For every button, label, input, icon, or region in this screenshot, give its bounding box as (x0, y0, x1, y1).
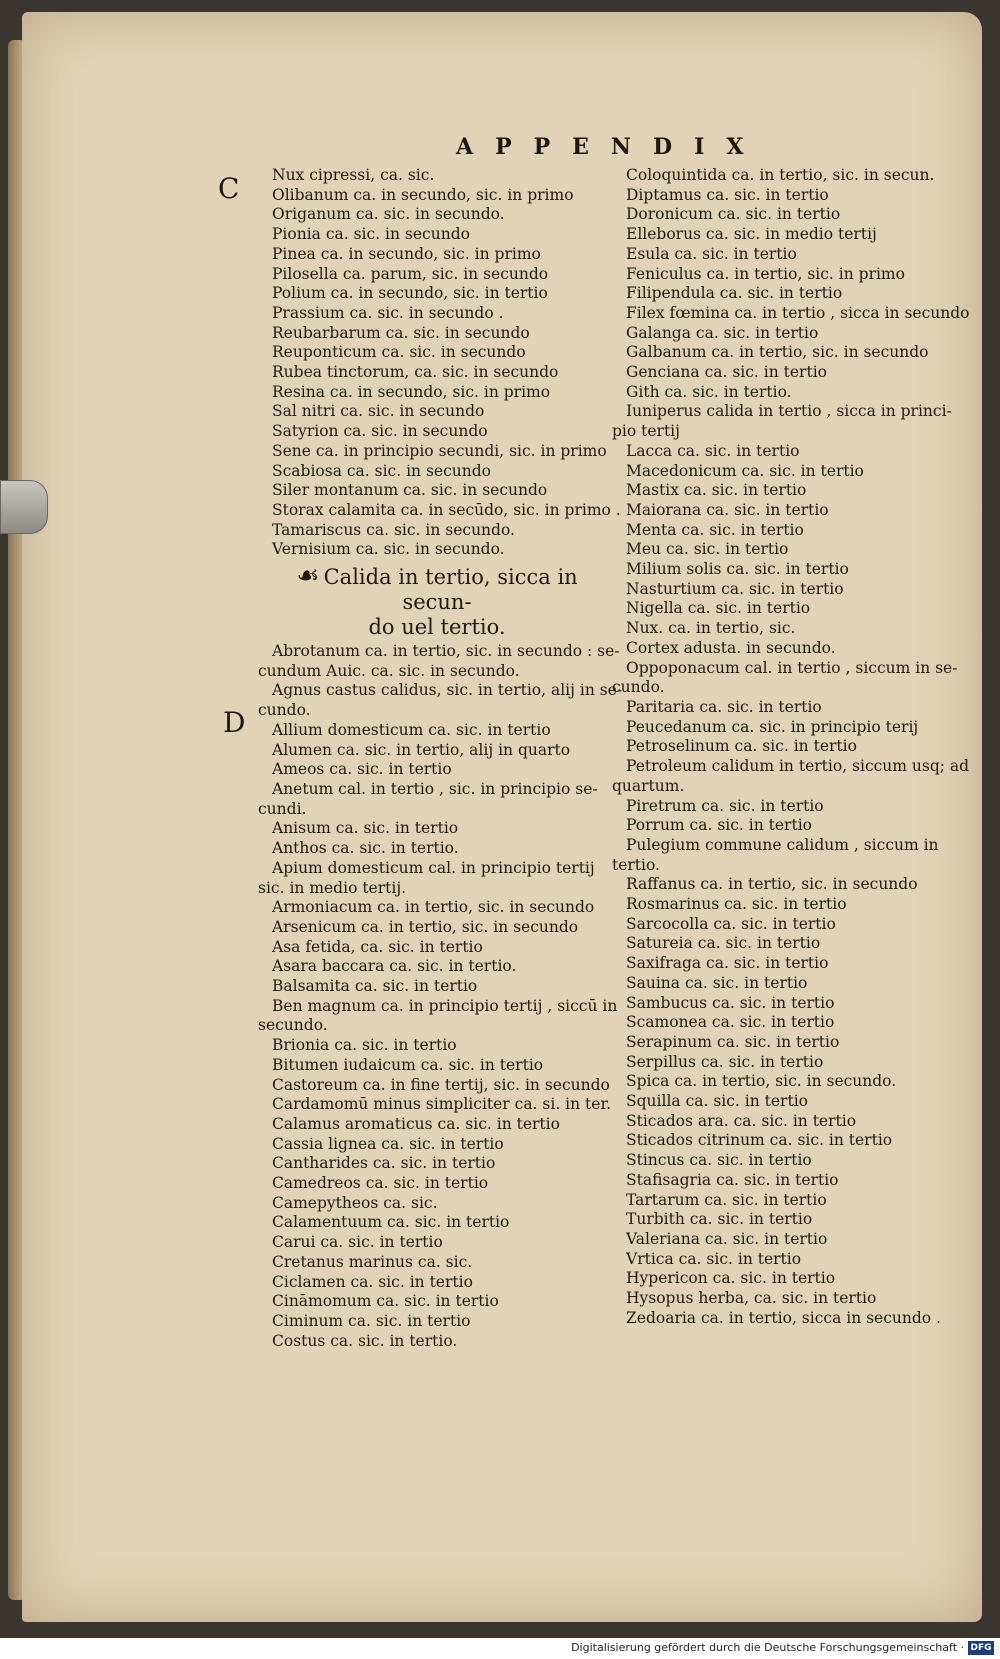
text-line: Turbith ca. sic. in tertio (626, 1210, 813, 1229)
text-line: Armoniacum ca. in tertio, sic. in secundo (272, 898, 595, 917)
text-line: secundo. (258, 1016, 328, 1035)
text-line: Hypericon ca. sic. in tertio (626, 1269, 836, 1288)
text-line: Pilosella ca. parum, sic. in secundo (272, 264, 549, 283)
section-letter-c: C (218, 172, 240, 205)
text-line: Scamonea ca. sic. in tertio (626, 1013, 835, 1032)
text-line: Cassia lignea ca. sic. in tertio (272, 1134, 504, 1153)
text-line: Esula ca. sic. in tertio (626, 244, 797, 263)
text-line: Lacca ca. sic. in tertio (626, 441, 800, 460)
text-line: Macedonicum ca. sic. in tertio (626, 461, 864, 480)
text-line: Galanga ca. sic. in tertio (626, 323, 819, 342)
text-line: Siler montanum ca. sic. in secundo (272, 481, 548, 500)
left-column (258, 166, 623, 1351)
text-line: Doronicum ca. sic. in tertio (626, 205, 841, 224)
text-line: Costus ca. sic. in tertio. (272, 1331, 458, 1350)
heading-line-2: do uel tertio. (368, 615, 506, 640)
text-line: Pulegium commune calidum , siccum in (626, 835, 939, 854)
text-line: Ciclamen ca. sic. in tertio (272, 1272, 473, 1291)
text-line: Calamentuum ca. sic. in tertio (272, 1213, 510, 1232)
text-line: Petroleum calidum in tertio, siccum usq; ad (626, 757, 970, 776)
text-line: Polium ca. in secundo, sic. in tertio (272, 284, 548, 303)
text-line: Maiorana ca. sic. in tertio (626, 500, 829, 519)
text-line: Genciana ca. sic. in tertio (626, 363, 827, 382)
text-line: Brionia ca. sic. in tertio (272, 1036, 457, 1055)
text-line: Satyrion ca. sic. in secundo (272, 422, 488, 441)
text-line: Asara baccara ca. sic. in tertio. (272, 957, 517, 976)
text-line: cundi. (258, 799, 307, 818)
text-line: sic. in medio tertij. (258, 878, 407, 897)
text-line: Pinea ca. in secundo, sic. in primo (272, 244, 541, 263)
text-line: Ciminum ca. sic. in tertio (272, 1311, 471, 1330)
text-line: Spica ca. in tertio, sic. in secundo. (626, 1072, 897, 1091)
text-line: Vernisium ca. sic. in secundo. (272, 540, 505, 559)
text-line: Cardamomū minus simpliciter ca. si. in ter. (272, 1095, 612, 1114)
text-line: Paritaria ca. sic. in tertio (626, 697, 822, 716)
text-line: Piretrum ca. sic. in tertio (626, 796, 824, 815)
pilcrow-icon: ☙ (296, 561, 320, 592)
text-line: Valeriana ca. sic. in tertio (626, 1229, 828, 1248)
text-line: Pionia ca. sic. in secundo (272, 225, 470, 244)
text-line: Stincus ca. sic. in tertio (626, 1151, 812, 1170)
footer-credit: Digitalisierung gefördert durch die Deutsche Forschungsgemeinschaft · (571, 1641, 964, 1654)
text-line: Zedoaria ca. in tertio, sicca in secundo . (626, 1308, 941, 1327)
text-line: Resina ca. in secundo, sic. in primo (272, 382, 551, 401)
text-line: Origanum ca. sic. in secundo. (272, 205, 505, 224)
text-line: Nux. ca. in tertio, sic. (626, 619, 796, 638)
text-line: Prassium ca. sic. in secundo . (272, 303, 504, 322)
dfg-logo: DFG (968, 1641, 994, 1655)
text-line: Satureia ca. sic. in tertio (626, 934, 821, 953)
text-line: Ben magnum ca. in principio tertij , siccū in (272, 996, 618, 1015)
text-line: Asa fetida, ca. sic. in tertio (272, 937, 483, 956)
text-line: Anisum ca. sic. in tertio (272, 819, 459, 838)
text-line: Petroselinum ca. sic. in tertio (626, 737, 857, 756)
text-line: Galbanum ca. in tertio, sic. in secundo (626, 343, 929, 362)
text-line: Menta ca. sic. in tertio (626, 520, 804, 539)
text-line: Sauina ca. sic. in tertio (626, 973, 808, 992)
text-line: Rubea tinctorum, ca. sic. in secundo (272, 363, 559, 382)
book-clip (0, 480, 48, 534)
text-line: Feniculus ca. in tertio, sic. in primo (626, 264, 905, 283)
text-line: tertio. (612, 855, 660, 874)
text-line: Tamariscus ca. sic. in secundo. (272, 520, 515, 539)
text-line: Filipendula ca. sic. in tertio (626, 284, 843, 303)
text-line: Stafisagria ca. sic. in tertio (626, 1170, 839, 1189)
left-column-d-entries (258, 642, 623, 1351)
text-line: Serapinum ca. sic. in tertio (626, 1032, 840, 1051)
text-line: Balsamita ca. sic. in tertio (272, 977, 478, 996)
text-line: pio tertij (612, 422, 680, 441)
footer-bar (0, 1638, 1000, 1659)
text-line: Vrtica ca. sic. in tertio (626, 1249, 802, 1268)
text-line: Sticados citrinum ca. sic. in tertio (626, 1131, 893, 1150)
text-line: Hysopus herba, ca. sic. in tertio (626, 1289, 877, 1308)
text-line: Sambucus ca. sic. in tertio (626, 993, 835, 1012)
text-line: Carui ca. sic. in tertio (272, 1233, 443, 1252)
text-line: cundo. (258, 701, 311, 720)
text-line: Abrotanum ca. in tertio, sic. in secundo : se- (272, 642, 620, 661)
text-line: Agnus castus calidus, sic. in tertio, alij in se- (272, 681, 623, 700)
text-line: Alumen ca. sic. in tertio, alij in quarto (272, 740, 571, 759)
text-line: Milium solis ca. sic. in tertio (626, 560, 849, 579)
text-line: Camedreos ca. sic. in tertio (272, 1174, 489, 1193)
text-line: Squilla ca. sic. in tertio (626, 1092, 808, 1111)
section-heading (262, 561, 612, 640)
text-line: Allium domesticum ca. sic. in tertio (272, 720, 551, 739)
right-column-entries (612, 166, 970, 1328)
text-line: Cantharides ca. sic. in tertio (272, 1154, 496, 1173)
text-line: Oppoponacum cal. in tertio , siccum in se- (626, 658, 958, 677)
text-line: Cortex adusta. in secundo. (626, 638, 836, 657)
text-line: Elleborus ca. sic. in medio tertij (626, 225, 877, 244)
text-line: Calamus aromaticus ca. sic. in tertio (272, 1114, 560, 1133)
text-line: Reuponticum ca. sic. in secundo (272, 343, 526, 362)
left-column-c-entries (272, 166, 621, 560)
text-line: Camepytheos ca. sic. (272, 1193, 438, 1212)
text-line: Sene ca. in principio secundi, sic. in primo (272, 441, 607, 460)
text-line: Coloquintida ca. in tertio, sic. in secun. (626, 166, 935, 184)
text-line: Storax calamita ca. in secūdo, sic. in primo . (272, 500, 621, 519)
text-line: Cināmomum ca. sic. in tertio (272, 1292, 499, 1311)
text-line: Bitumen iudaicum ca. sic. in tertio (272, 1055, 544, 1074)
text-line: Sal nitri ca. sic. in secundo (272, 402, 485, 421)
text-line: Cretanus marinus ca. sic. (272, 1252, 473, 1271)
text-line: Mastix ca. sic. in tertio (626, 481, 807, 500)
section-letter-d: D (223, 706, 246, 739)
text-line: Filex fœmina ca. in tertio , sicca in secundo (626, 303, 970, 322)
text-line: Olibanum ca. in secundo, sic. in primo (272, 185, 574, 204)
text-line: Sticados ara. ca. sic. in tertio (626, 1111, 857, 1130)
text-line: Iuniperus calida in tertio , sicca in princi- (626, 402, 952, 421)
text-line: Rosmarinus ca. sic. in tertio (626, 895, 847, 914)
text-line: Apium domesticum cal. in principio tertij (272, 858, 595, 877)
text-line: Nasturtium ca. sic. in tertio (626, 579, 844, 598)
text-line: Ameos ca. sic. in tertio (272, 760, 452, 779)
text-line: Saxifraga ca. sic. in tertio (626, 954, 829, 973)
text-line: Porrum ca. sic. in tertio (626, 816, 812, 835)
text-line: quartum. (612, 776, 685, 795)
text-line: Diptamus ca. sic. in tertio (626, 185, 829, 204)
text-line: Nigella ca. sic. in tertio (626, 599, 811, 618)
text-line: Peucedanum ca. sic. in principio terij (626, 717, 919, 736)
text-line: cundum Auic. ca. sic. in secundo. (258, 661, 520, 680)
text-line: Scabiosa ca. sic. in secundo (272, 461, 491, 480)
text-line: Serpillus ca. sic. in tertio (626, 1052, 824, 1071)
text-line: Reubarbarum ca. sic. in secundo (272, 323, 530, 342)
text-line: Meu ca. sic. in tertio (626, 540, 789, 559)
heading-line-1: Calida in tertio, sicca in secun- (323, 565, 578, 615)
text-line: Anetum cal. in tertio , sic. in principio se- (272, 779, 598, 798)
text-line: Tartarum ca. sic. in tertio (626, 1190, 827, 1209)
text-line: Sarcocolla ca. sic. in tertio (626, 914, 836, 933)
text-line: Castoreum ca. in fine tertij, sic. in secundo (272, 1075, 610, 1094)
text-line: cundo. (612, 678, 665, 697)
running-head: APPENDIX (456, 134, 766, 160)
text-line: Arsenicum ca. in tertio, sic. in secundo (272, 917, 579, 936)
right-column (612, 166, 970, 1328)
text-line: Raffanus ca. in tertio, sic. in secundo (626, 875, 918, 894)
text-line: Anthos ca. sic. in tertio. (272, 839, 459, 858)
text-line: Gith ca. sic. in tertio. (626, 382, 792, 401)
text-line: Nux cipressi, ca. sic. (272, 166, 435, 184)
